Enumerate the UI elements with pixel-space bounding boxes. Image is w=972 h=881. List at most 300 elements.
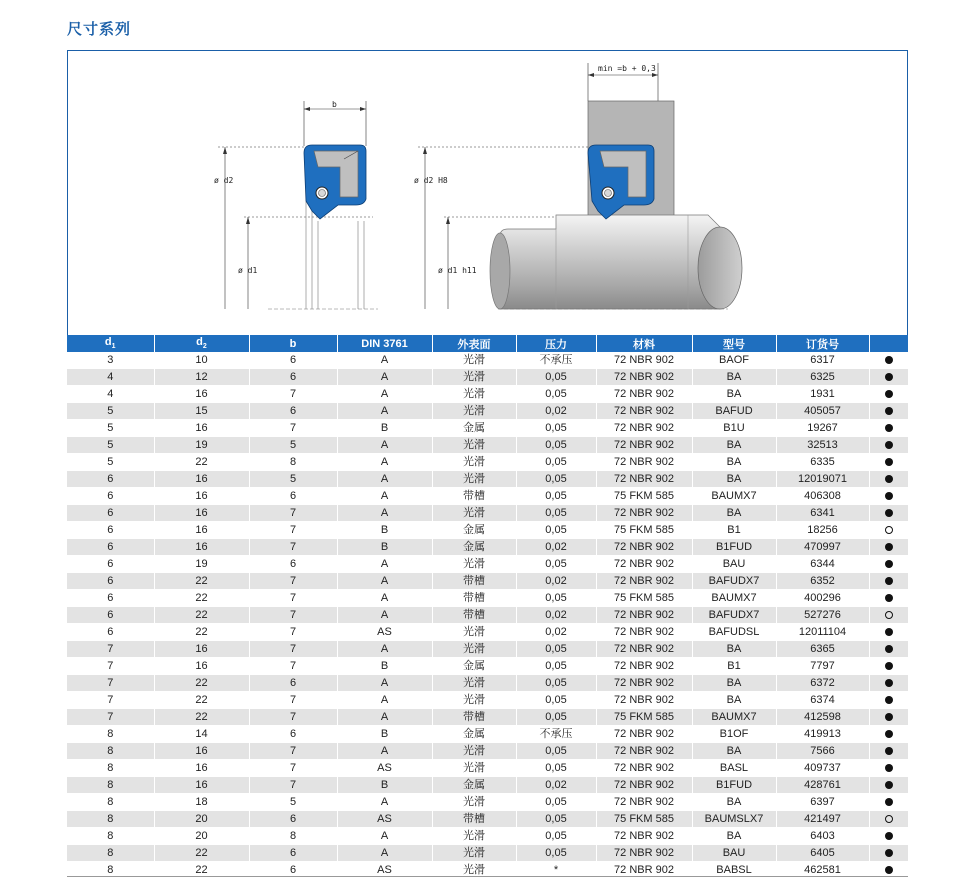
cell-b: 7 bbox=[249, 505, 337, 522]
cell-surface: 光滑 bbox=[432, 437, 516, 454]
cell-type: BAFUDX7 bbox=[692, 607, 776, 624]
cell-d1: 3 bbox=[67, 352, 154, 369]
cell-din: A bbox=[337, 369, 432, 386]
availability-filled-dot-icon bbox=[885, 747, 893, 755]
cell-material: 72 NBR 902 bbox=[596, 743, 692, 760]
cell-material: 72 NBR 902 bbox=[596, 437, 692, 454]
cell-material: 72 NBR 902 bbox=[596, 454, 692, 471]
cell-material: 72 NBR 902 bbox=[596, 760, 692, 777]
cell-pressure: 0,05 bbox=[516, 658, 596, 675]
cell-pressure: 0,05 bbox=[516, 420, 596, 437]
table-row bbox=[67, 811, 908, 828]
cell-pressure: 0,02 bbox=[516, 403, 596, 420]
cell-material: 72 NBR 902 bbox=[596, 658, 692, 675]
cell-d1: 6 bbox=[67, 607, 154, 624]
cell-din: AS bbox=[337, 760, 432, 777]
cell-d1: 8 bbox=[67, 862, 154, 879]
cell-din: A bbox=[337, 692, 432, 709]
cell-type: BASL bbox=[692, 760, 776, 777]
cell-b: 5 bbox=[249, 471, 337, 488]
cell-order-no: 6317 bbox=[776, 352, 869, 369]
availability-cell bbox=[869, 488, 908, 505]
cell-type: BAFUDX7 bbox=[692, 573, 776, 590]
cell-surface: 带槽 bbox=[432, 811, 516, 828]
cell-type: B1U bbox=[692, 420, 776, 437]
cell-din: A bbox=[337, 709, 432, 726]
cell-order-no: 470997 bbox=[776, 539, 869, 556]
cell-din: A bbox=[337, 743, 432, 760]
availability-filled-dot-icon bbox=[885, 560, 893, 568]
availability-cell bbox=[869, 794, 908, 811]
cell-type: BAU bbox=[692, 556, 776, 573]
cell-b: 6 bbox=[249, 675, 337, 692]
cell-pressure: 0,05 bbox=[516, 471, 596, 488]
cell-surface: 金属 bbox=[432, 420, 516, 437]
cell-type: BA bbox=[692, 437, 776, 454]
cell-surface: 光滑 bbox=[432, 471, 516, 488]
table-row bbox=[67, 845, 908, 862]
cell-type: BA bbox=[692, 505, 776, 522]
availability-filled-dot-icon bbox=[885, 424, 893, 432]
cell-b: 7 bbox=[249, 641, 337, 658]
cell-d1: 8 bbox=[67, 743, 154, 760]
cell-d1: 6 bbox=[67, 488, 154, 505]
cell-pressure: 0,02 bbox=[516, 624, 596, 641]
cell-material: 75 FKM 585 bbox=[596, 488, 692, 505]
availability-cell bbox=[869, 386, 908, 403]
cell-d1: 6 bbox=[67, 539, 154, 556]
cell-din: A bbox=[337, 437, 432, 454]
cell-order-no: 32513 bbox=[776, 437, 869, 454]
col-header-din: DIN 3761 bbox=[337, 335, 432, 352]
table-row bbox=[67, 573, 908, 590]
availability-cell bbox=[869, 471, 908, 488]
table-row bbox=[67, 794, 908, 811]
cell-type: B1 bbox=[692, 658, 776, 675]
cell-d2: 22 bbox=[154, 862, 249, 879]
cell-pressure: 0,05 bbox=[516, 794, 596, 811]
cell-order-no: 405057 bbox=[776, 403, 869, 420]
cell-b: 7 bbox=[249, 420, 337, 437]
cell-d1: 8 bbox=[67, 794, 154, 811]
cell-din: AS bbox=[337, 624, 432, 641]
cell-surface: 光滑 bbox=[432, 794, 516, 811]
cell-material: 75 FKM 585 bbox=[596, 590, 692, 607]
cell-surface: 光滑 bbox=[432, 352, 516, 369]
availability-filled-dot-icon bbox=[885, 679, 893, 687]
table-row bbox=[67, 743, 908, 760]
table-row bbox=[67, 692, 908, 709]
cell-material: 72 NBR 902 bbox=[596, 505, 692, 522]
cell-d2: 16 bbox=[154, 743, 249, 760]
cell-b: 7 bbox=[249, 522, 337, 539]
cell-order-no: 421497 bbox=[776, 811, 869, 828]
cell-type: BAOF bbox=[692, 352, 776, 369]
cell-type: BA bbox=[692, 828, 776, 845]
cell-b: 7 bbox=[249, 658, 337, 675]
availability-cell bbox=[869, 675, 908, 692]
cell-din: A bbox=[337, 386, 432, 403]
cell-order-no: 428761 bbox=[776, 777, 869, 794]
cell-pressure: 0,05 bbox=[516, 454, 596, 471]
cell-pressure: 0,05 bbox=[516, 556, 596, 573]
cell-surface: 光滑 bbox=[432, 641, 516, 658]
cell-type: BA bbox=[692, 794, 776, 811]
availability-filled-dot-icon bbox=[885, 509, 893, 517]
availability-filled-dot-icon bbox=[885, 492, 893, 500]
cell-d2: 15 bbox=[154, 403, 249, 420]
col-header-type: 型号 bbox=[692, 335, 776, 352]
cell-pressure: 0,05 bbox=[516, 760, 596, 777]
cell-d2: 16 bbox=[154, 641, 249, 658]
table-row bbox=[67, 590, 908, 607]
table-row bbox=[67, 658, 908, 675]
availability-filled-dot-icon bbox=[885, 356, 893, 364]
cell-d2: 16 bbox=[154, 420, 249, 437]
cell-order-no: 18256 bbox=[776, 522, 869, 539]
cell-din: A bbox=[337, 590, 432, 607]
section-title: 尺寸系列 bbox=[67, 20, 132, 38]
cell-surface: 光滑 bbox=[432, 828, 516, 845]
cell-type: BAU bbox=[692, 845, 776, 862]
cell-din: AS bbox=[337, 862, 432, 879]
cell-pressure: 不承压 bbox=[516, 726, 596, 743]
seal-drawing-panel bbox=[67, 50, 908, 335]
cell-d1: 8 bbox=[67, 726, 154, 743]
cell-type: BA bbox=[692, 471, 776, 488]
cell-b: 6 bbox=[249, 811, 337, 828]
cell-b: 8 bbox=[249, 828, 337, 845]
cell-surface: 金属 bbox=[432, 539, 516, 556]
cell-din: A bbox=[337, 403, 432, 420]
table-row bbox=[67, 641, 908, 658]
availability-filled-dot-icon bbox=[885, 373, 893, 381]
cell-d2: 22 bbox=[154, 675, 249, 692]
cell-surface: 金属 bbox=[432, 726, 516, 743]
cell-order-no: 6325 bbox=[776, 369, 869, 386]
cell-d1: 7 bbox=[67, 692, 154, 709]
table-row bbox=[67, 726, 908, 743]
cell-pressure: 不承压 bbox=[516, 352, 596, 369]
availability-filled-dot-icon bbox=[885, 628, 893, 636]
cell-type: B1 bbox=[692, 522, 776, 539]
cell-surface: 光滑 bbox=[432, 845, 516, 862]
cell-surface: 光滑 bbox=[432, 369, 516, 386]
availability-filled-dot-icon bbox=[885, 458, 893, 466]
cell-pressure: 0,05 bbox=[516, 641, 596, 658]
col-header-d1: $d_1$ bbox=[67, 335, 154, 352]
cell-surface: 带槽 bbox=[432, 607, 516, 624]
availability-cell bbox=[869, 828, 908, 845]
availability-cell bbox=[869, 777, 908, 794]
cell-d2: 16 bbox=[154, 488, 249, 505]
cell-din: B bbox=[337, 777, 432, 794]
cell-b: 7 bbox=[249, 590, 337, 607]
cell-order-no: 6335 bbox=[776, 454, 869, 471]
cell-d1: 8 bbox=[67, 811, 154, 828]
cell-material: 72 NBR 902 bbox=[596, 692, 692, 709]
cell-d1: 5 bbox=[67, 403, 154, 420]
cell-din: A bbox=[337, 352, 432, 369]
cell-d1: 8 bbox=[67, 760, 154, 777]
availability-cell bbox=[869, 624, 908, 641]
cell-material: 72 NBR 902 bbox=[596, 726, 692, 743]
cell-type: BAFUD bbox=[692, 403, 776, 420]
cell-pressure: 0,02 bbox=[516, 539, 596, 556]
cell-din: A bbox=[337, 556, 432, 573]
cell-din: B bbox=[337, 420, 432, 437]
left-d1-label: ø d1 bbox=[238, 266, 258, 275]
cell-type: BAFUDSL bbox=[692, 624, 776, 641]
cell-material: 72 NBR 902 bbox=[596, 862, 692, 879]
table-row bbox=[67, 624, 908, 641]
availability-filled-dot-icon bbox=[885, 543, 893, 551]
cell-material: 72 NBR 902 bbox=[596, 675, 692, 692]
cell-d1: 5 bbox=[67, 420, 154, 437]
cell-material: 72 NBR 902 bbox=[596, 624, 692, 641]
cell-b: 7 bbox=[249, 743, 337, 760]
col-header-order-no: 订货号 bbox=[776, 335, 869, 352]
cell-surface: 光滑 bbox=[432, 556, 516, 573]
cell-surface: 光滑 bbox=[432, 386, 516, 403]
cell-surface: 光滑 bbox=[432, 743, 516, 760]
table-row bbox=[67, 505, 908, 522]
cell-surface: 带槽 bbox=[432, 488, 516, 505]
cell-b: 6 bbox=[249, 369, 337, 386]
cell-b: 6 bbox=[249, 488, 337, 505]
cell-b: 6 bbox=[249, 862, 337, 879]
availability-cell bbox=[869, 692, 908, 709]
cell-pressure: 0,05 bbox=[516, 522, 596, 539]
cell-d1: 6 bbox=[67, 573, 154, 590]
cell-material: 72 NBR 902 bbox=[596, 828, 692, 845]
cell-material: 72 NBR 902 bbox=[596, 794, 692, 811]
table-row bbox=[67, 471, 908, 488]
cell-material: 72 NBR 902 bbox=[596, 607, 692, 624]
cell-d2: 19 bbox=[154, 437, 249, 454]
cell-material: 72 NBR 902 bbox=[596, 556, 692, 573]
cell-d1: 7 bbox=[67, 675, 154, 692]
cell-d2: 22 bbox=[154, 573, 249, 590]
cell-order-no: 7797 bbox=[776, 658, 869, 675]
cell-type: BAUMX7 bbox=[692, 488, 776, 505]
availability-filled-dot-icon bbox=[885, 781, 893, 789]
availability-cell bbox=[869, 658, 908, 675]
cell-d2: 22 bbox=[154, 692, 249, 709]
cell-d2: 16 bbox=[154, 539, 249, 556]
cell-d1: 8 bbox=[67, 828, 154, 845]
table-row bbox=[67, 539, 908, 556]
cell-d2: 18 bbox=[154, 794, 249, 811]
table-row bbox=[67, 828, 908, 845]
cell-b: 7 bbox=[249, 386, 337, 403]
availability-cell bbox=[869, 522, 908, 539]
cell-material: 72 NBR 902 bbox=[596, 845, 692, 862]
cell-order-no: 6365 bbox=[776, 641, 869, 658]
cell-d1: 6 bbox=[67, 624, 154, 641]
availability-cell bbox=[869, 607, 908, 624]
availability-cell bbox=[869, 556, 908, 573]
cell-pressure: 0,05 bbox=[516, 845, 596, 862]
cell-order-no: 6372 bbox=[776, 675, 869, 692]
right-seal-assembly bbox=[414, 63, 742, 309]
availability-cell bbox=[869, 505, 908, 522]
availability-cell bbox=[869, 437, 908, 454]
cell-order-no: 406308 bbox=[776, 488, 869, 505]
cell-d2: 22 bbox=[154, 624, 249, 641]
availability-filled-dot-icon bbox=[885, 849, 893, 857]
cell-order-no: 6341 bbox=[776, 505, 869, 522]
availability-filled-dot-icon bbox=[885, 475, 893, 483]
cell-order-no: 6374 bbox=[776, 692, 869, 709]
cell-material: 72 NBR 902 bbox=[596, 352, 692, 369]
availability-cell bbox=[869, 573, 908, 590]
cell-din: A bbox=[337, 607, 432, 624]
availability-cell bbox=[869, 709, 908, 726]
cell-d2: 16 bbox=[154, 760, 249, 777]
availability-hollow-dot-icon bbox=[885, 815, 893, 823]
table-bottom-rule bbox=[67, 876, 908, 877]
cell-pressure: 0,05 bbox=[516, 369, 596, 386]
cell-d2: 16 bbox=[154, 386, 249, 403]
availability-cell bbox=[869, 743, 908, 760]
availability-cell bbox=[869, 811, 908, 828]
cell-d2: 22 bbox=[154, 845, 249, 862]
cell-din: A bbox=[337, 641, 432, 658]
cell-order-no: 412598 bbox=[776, 709, 869, 726]
cell-b: 7 bbox=[249, 692, 337, 709]
cell-pressure: 0,05 bbox=[516, 675, 596, 692]
cell-d1: 6 bbox=[67, 471, 154, 488]
cell-din: A bbox=[337, 454, 432, 471]
cell-b: 6 bbox=[249, 352, 337, 369]
cell-d1: 7 bbox=[67, 658, 154, 675]
cell-din: B bbox=[337, 539, 432, 556]
table-row bbox=[67, 522, 908, 539]
cell-d2: 16 bbox=[154, 471, 249, 488]
cell-d2: 22 bbox=[154, 607, 249, 624]
availability-filled-dot-icon bbox=[885, 645, 893, 653]
cell-d2: 16 bbox=[154, 658, 249, 675]
availability-cell bbox=[869, 590, 908, 607]
cell-pressure: 0,05 bbox=[516, 590, 596, 607]
cell-type: BAUMX7 bbox=[692, 709, 776, 726]
dimension-table bbox=[67, 335, 909, 879]
cell-pressure: 0,05 bbox=[516, 505, 596, 522]
availability-filled-dot-icon bbox=[885, 594, 893, 602]
cell-surface: 金属 bbox=[432, 658, 516, 675]
cell-pressure: 0,05 bbox=[516, 743, 596, 760]
availability-hollow-dot-icon bbox=[885, 526, 893, 534]
cell-type: B1OF bbox=[692, 726, 776, 743]
cell-d1: 7 bbox=[67, 709, 154, 726]
table-row bbox=[67, 488, 908, 505]
cell-d2: 16 bbox=[154, 777, 249, 794]
cell-surface: 光滑 bbox=[432, 454, 516, 471]
cell-b: 7 bbox=[249, 607, 337, 624]
cell-surface: 带槽 bbox=[432, 590, 516, 607]
cell-type: BABSL bbox=[692, 862, 776, 879]
table-row bbox=[67, 777, 908, 794]
cell-surface: 光滑 bbox=[432, 505, 516, 522]
availability-filled-dot-icon bbox=[885, 407, 893, 415]
cell-order-no: 6352 bbox=[776, 573, 869, 590]
cell-pressure: 0,02 bbox=[516, 777, 596, 794]
table-row bbox=[67, 403, 908, 420]
table-row bbox=[67, 760, 908, 777]
cell-d2: 19 bbox=[154, 556, 249, 573]
table-row bbox=[67, 454, 908, 471]
cell-material: 72 NBR 902 bbox=[596, 573, 692, 590]
table-header-row bbox=[67, 335, 908, 352]
cell-pressure: 0,05 bbox=[516, 692, 596, 709]
cell-order-no: 409737 bbox=[776, 760, 869, 777]
cell-d2: 22 bbox=[154, 454, 249, 471]
cell-pressure: 0,02 bbox=[516, 573, 596, 590]
cell-order-no: 6405 bbox=[776, 845, 869, 862]
cell-type: BA bbox=[692, 675, 776, 692]
cell-d2: 20 bbox=[154, 828, 249, 845]
cell-order-no: 19267 bbox=[776, 420, 869, 437]
cell-din: AS bbox=[337, 811, 432, 828]
availability-cell bbox=[869, 369, 908, 386]
cell-din: A bbox=[337, 488, 432, 505]
cell-order-no: 12011104 bbox=[776, 624, 869, 641]
cell-d2: 12 bbox=[154, 369, 249, 386]
cell-din: A bbox=[337, 675, 432, 692]
availability-cell bbox=[869, 420, 908, 437]
cell-b: 5 bbox=[249, 794, 337, 811]
cell-order-no: 6403 bbox=[776, 828, 869, 845]
availability-cell bbox=[869, 760, 908, 777]
cell-pressure: 0,05 bbox=[516, 828, 596, 845]
table-row bbox=[67, 386, 908, 403]
cell-material: 72 NBR 902 bbox=[596, 420, 692, 437]
availability-cell bbox=[869, 845, 908, 862]
cell-material: 75 FKM 585 bbox=[596, 811, 692, 828]
cell-din: A bbox=[337, 471, 432, 488]
cell-material: 75 FKM 585 bbox=[596, 709, 692, 726]
cell-order-no: 6397 bbox=[776, 794, 869, 811]
cell-surface: 金属 bbox=[432, 522, 516, 539]
cell-b: 6 bbox=[249, 556, 337, 573]
cell-d1: 6 bbox=[67, 590, 154, 607]
cell-surface: 带槽 bbox=[432, 709, 516, 726]
availability-hollow-dot-icon bbox=[885, 611, 893, 619]
cell-b: 6 bbox=[249, 403, 337, 420]
cell-pressure: 0,05 bbox=[516, 709, 596, 726]
cell-material: 72 NBR 902 bbox=[596, 369, 692, 386]
cell-b: 7 bbox=[249, 573, 337, 590]
cell-b: 7 bbox=[249, 709, 337, 726]
cell-surface: 光滑 bbox=[432, 403, 516, 420]
cell-pressure: 0,05 bbox=[516, 437, 596, 454]
cell-d1: 6 bbox=[67, 522, 154, 539]
availability-filled-dot-icon bbox=[885, 866, 893, 874]
cell-b: 7 bbox=[249, 777, 337, 794]
table-row bbox=[67, 420, 908, 437]
cell-din: A bbox=[337, 828, 432, 845]
cell-d1: 4 bbox=[67, 369, 154, 386]
cell-type: BA bbox=[692, 386, 776, 403]
cell-d2: 20 bbox=[154, 811, 249, 828]
cell-b: 6 bbox=[249, 726, 337, 743]
col-header-material: 材料 bbox=[596, 335, 692, 352]
cell-surface: 光滑 bbox=[432, 692, 516, 709]
availability-filled-dot-icon bbox=[885, 798, 893, 806]
cell-d1: 5 bbox=[67, 437, 154, 454]
cell-order-no: 6344 bbox=[776, 556, 869, 573]
